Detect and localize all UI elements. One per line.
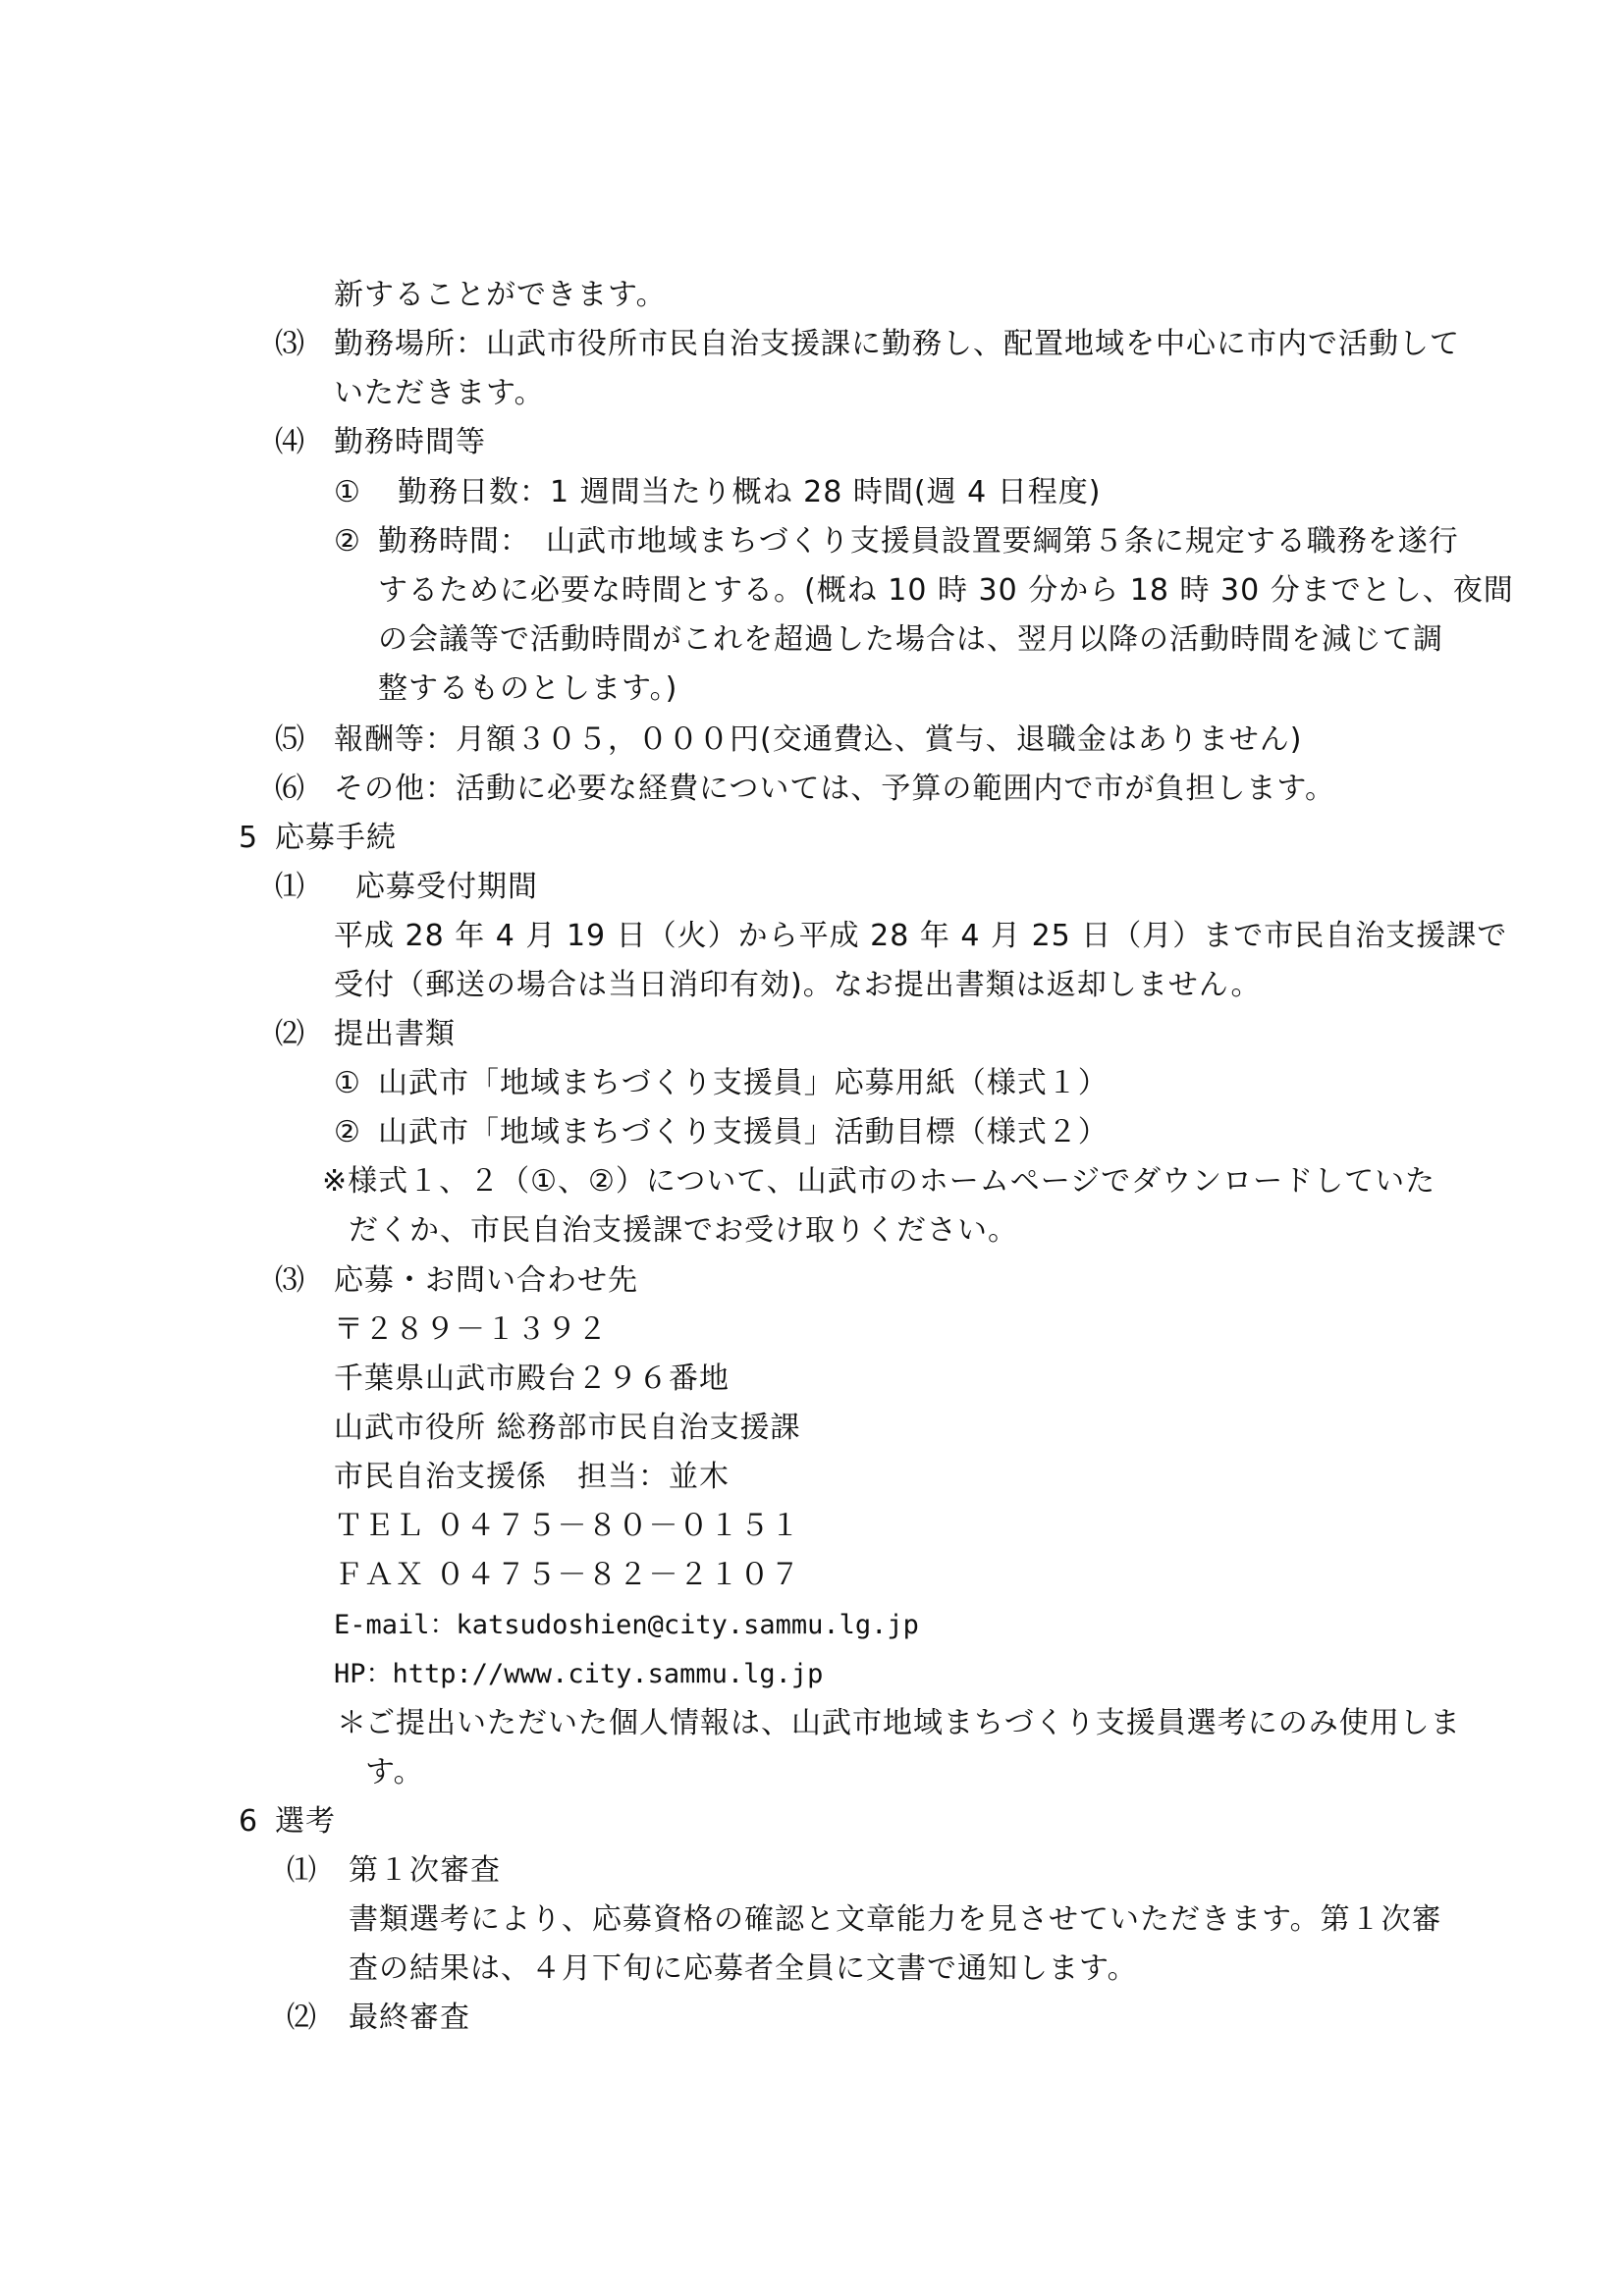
contact-person: 市民自治支援係 担当：並木 — [334, 1460, 730, 1494]
item-number: ⑴ — [287, 1853, 317, 1888]
text-line: 勤務場所：山武市役所市民自治支援課に勤務し、配置地域を中心に市内で活動して — [334, 327, 1460, 361]
text-line: 勤務時間： 山武市地域まちづくり支援員設置要綱第５条に規定する職務を遂行 — [378, 524, 1459, 559]
text-line: 勤務日数：1 週間当たり概ね 28 時間(週 4 日程度) — [398, 475, 1102, 509]
phone-number: ＴＥＬ ０４７５－８０－０１５１ — [334, 1509, 801, 1543]
item-number: ⑶ — [275, 327, 305, 361]
item-number: ⑷ — [275, 425, 305, 459]
item-number: ② — [334, 524, 361, 559]
text-line: 平成 28 年 4 月 19 日（火）から平成 28 年 4 月 25 日（月）まで市民自治支援課で — [334, 919, 1508, 953]
text-line: 新することができます。 — [334, 278, 667, 312]
item-number: ① — [334, 1066, 361, 1100]
section-subheading: 最終審査 — [349, 2001, 470, 2035]
text-line: 受付（郵送の場合は当日消印有効)。なお提出書類は返却しません。 — [334, 968, 1262, 1002]
text-line: するために必要な時間とする。(概ね 10 時 30 分から 18 時 30 分までとし、夜間 — [378, 573, 1514, 608]
note-line: だくか、市民自治支援課でお受け取りください。 — [349, 1213, 1018, 1248]
item-number: ② — [334, 1115, 361, 1149]
item-number: ⑹ — [275, 772, 305, 806]
text-line: 査の結果は、４月下旬に応募者全員に文書で通知します。 — [349, 1951, 1138, 1986]
section-subheading: 第１次審査 — [349, 1853, 501, 1888]
postal-code: 〒２８９－１３９２ — [334, 1312, 608, 1347]
email-address: E-mail：katsudoshien@city.sammu.lg.jp — [334, 1610, 919, 1640]
text-line: 書類選考により、応募資格の確認と文章能力を見させていただきます。第１次審 — [349, 1902, 1442, 1937]
section-subheading: 提出書類 — [334, 1017, 456, 1051]
item-number: ⑵ — [287, 2001, 317, 2035]
homepage-url: HP：http://www.city.sammu.lg.jp — [334, 1659, 824, 1689]
item-number: ⑸ — [275, 722, 305, 757]
address-line: 千葉県山武市殿台２９６番地 — [334, 1362, 730, 1396]
section-heading: 応募手続 — [275, 821, 397, 855]
text-line: いただきます。 — [334, 376, 545, 410]
text-line: 山武市「地域まちづくり支援員」応募用紙（様式１） — [378, 1066, 1109, 1100]
item-number: ① — [334, 475, 361, 509]
note-marker: ＊ — [337, 1706, 367, 1740]
text-line: 整するものとします。) — [378, 671, 678, 706]
note-line: ※様式１、２（①、②）について、山武市のホームページでダウンロードしていた — [322, 1164, 1436, 1199]
section-subheading: 勤務時間等 — [334, 425, 486, 459]
note-line: す。 — [365, 1755, 424, 1789]
text-line: その他：活動に必要な経費については、予算の範囲内で市が負担します。 — [334, 772, 1335, 806]
note-line: ご提出いただいた個人情報は、山武市地域まちづくり支援員選考にのみ使用しま — [365, 1706, 1461, 1740]
item-number: ⑶ — [275, 1263, 305, 1298]
section-number: 5 — [239, 821, 259, 855]
section-number: 6 — [239, 1804, 259, 1839]
text-line: 山武市「地域まちづくり支援員」活動目標（様式２） — [378, 1115, 1109, 1149]
item-number: ⑵ — [275, 1017, 305, 1051]
fax-number: ＦＡＸ ０４７５－８２－２１０７ — [334, 1558, 801, 1592]
section-subheading: 応募・お問い合わせ先 — [334, 1263, 638, 1298]
section-subheading: 応募受付期間 — [355, 870, 538, 904]
office-name: 山武市役所 総務部市民自治支援課 — [334, 1411, 801, 1445]
text-line: の会議等で活動時間がこれを超過した場合は、翌月以降の活動時間を減じて調 — [378, 622, 1443, 657]
text-line: 報酬等：月額３０５，０００円(交通費込、賞与、退職金はありません) — [334, 722, 1303, 757]
section-heading: 選考 — [275, 1804, 336, 1839]
item-number: ⑴ — [275, 870, 305, 904]
